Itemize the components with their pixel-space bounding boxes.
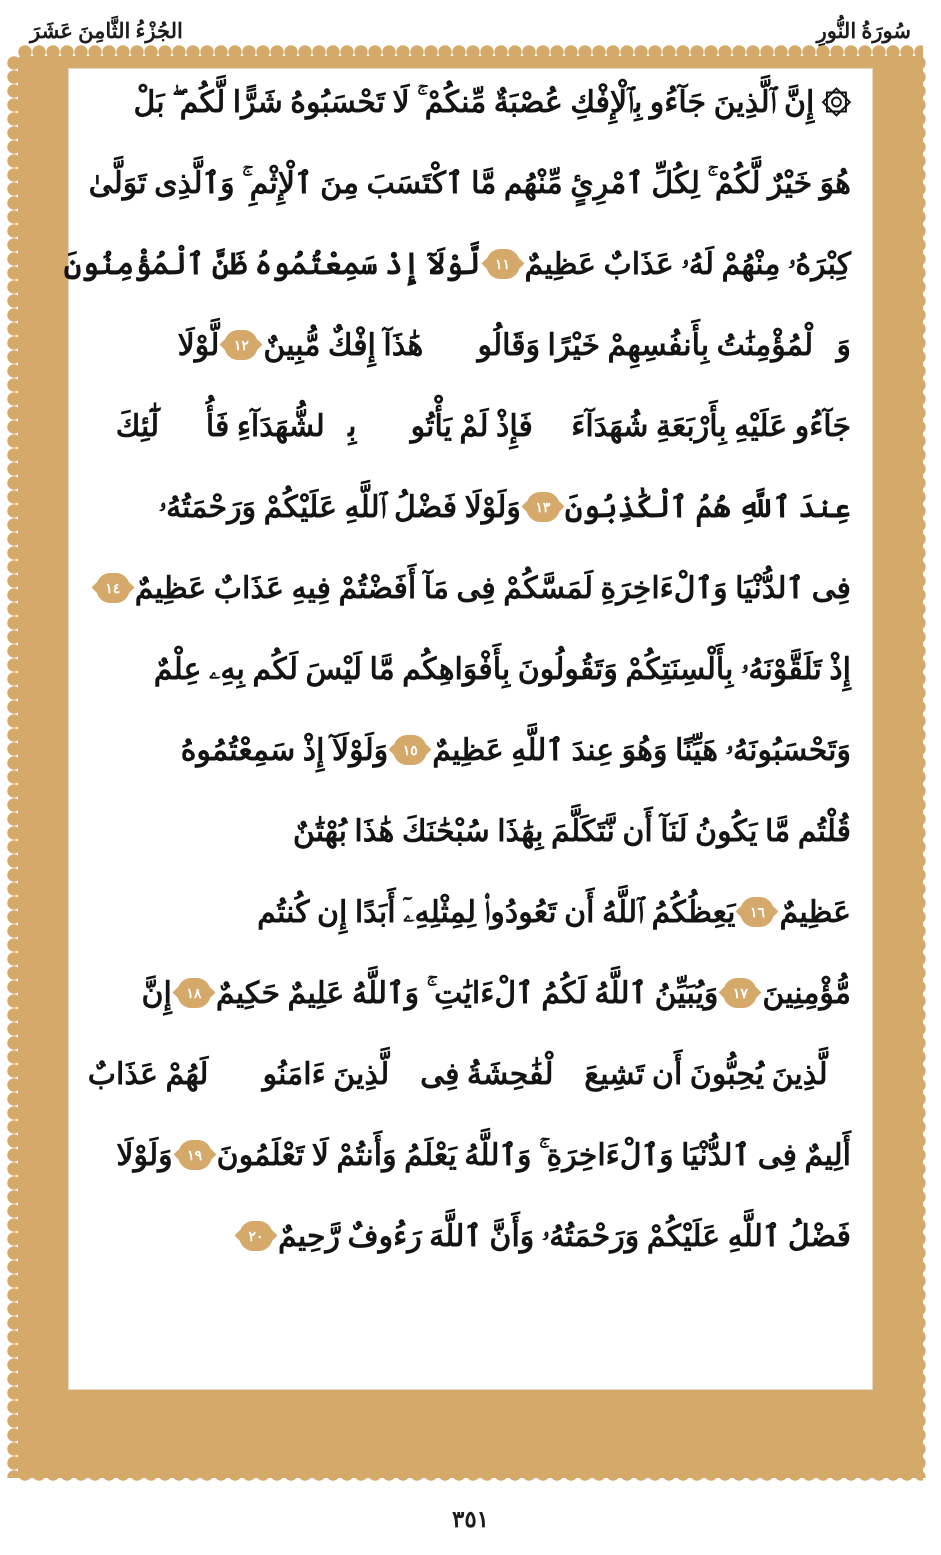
quran-text-segment: هُوَ خَيْرٌ لَّكُمْ ۚ لِكُلِّ ٱمْرِئٍ مِّنْهُم مَّا ٱكْتَسَبَ مِنَ ٱلْإِثْمِ ۚ وَٱلَّذِى تَوَلَّىٰ [88,167,851,200]
quran-text-segment: وَلَوْلَا [116,1139,173,1172]
quran-text-segment: إِذْ تَلَقَّوْنَهُۥ بِأَلْسِنَتِكُمْ وَتَقُولُونَ بِأَفْوَاهِكُم مَّا لَيْسَ لَكُم بِهِۦ عِلْمٌ [153,653,851,686]
quran-line-content [88,1060,851,1090]
page-number: ٣٥١ [451,1507,490,1532]
surah-label: سُورَةُ النُّورِ [816,18,911,43]
quran-text-segment: لَّوْلَآ إِذْ سَمِعْتُمُوهُ ظَنَّ ٱلْمُؤْمِنُونَ [63,248,481,281]
ayah-number-marker: ١٩ [178,1140,212,1170]
ayah-number-marker: ١٢ [224,330,258,360]
quran-text-segment: عِندَ ٱللَّهِ هُمُ ٱلْكَٰذِبُونَ [564,491,851,524]
ayah-number-marker: ١٤ [96,573,130,603]
quran-line [90,1222,851,1303]
quran-line [90,898,851,979]
quran-line-content [116,412,851,442]
quran-line-content [257,898,851,932]
quran-line-content [142,979,851,1013]
quran-text-segment: وَلَوْلَآ إِذْ سَمِعْتُمُوهُ [180,734,389,767]
quran-text-segment: يَعِظُكُمُ ٱللَّهُ أَن تَعُودُوا۟ لِمِثْلِهِۦٓ أَبَدًا إِن كُنتُم [257,896,736,929]
quran-line-content [159,493,851,527]
quran-line-content [64,250,851,284]
quran-text-segment: لَّوْلَا [177,329,220,362]
quran-line-content [293,817,851,847]
quran-text-segment: عَظِيمٌ [779,896,851,929]
ayah-number-marker: ١٧ [723,978,757,1008]
quran-text-segment: فِى ٱلدُّنْيَا وَٱلْءَاخِرَةِ لَمَسَّكُمْ فِى مَآ أَفَضْتُمْ فِيهِ عَذَابٌ عَظِيمٌ [134,572,851,605]
quran-text-body [63,80,861,1378]
quran-line-content [134,88,851,118]
quran-text-segment: وَٱلْمُؤْمِنَٰتُ بِأَنفُسِهِمْ خَيْرًا وَقَالُوا۟ هَٰذَآ إِفْكٌ مُّبِينٌ [263,329,851,362]
quran-line [90,331,851,412]
quran-line [90,817,851,898]
quran-line-content [181,736,851,770]
quran-line-content [116,1141,851,1175]
quran-line [87,1058,851,1141]
quran-text-segment: مُّؤْمِنِينَ [762,977,851,1010]
quran-line [63,248,851,331]
quran-text-segment: أَلِيمٌ فِى ٱلدُّنْيَا وَٱلْءَاخِرَةِ ۚ وَٱللَّهُ يَعْلَمُ وَأَنتُمْ لَا تَعْلَمُونَ [216,1139,851,1172]
quran-line-content [89,169,851,199]
ayah-number-marker: ٢٠ [239,1221,273,1251]
quran-line [90,169,851,250]
ayah-number-marker: ١٥ [393,735,427,765]
ayah-number-marker: ١٣ [526,492,560,522]
quran-text-segment: كِبْرَهُۥ مِنْهُمْ لَهُۥ عَذَابٌ عَظِيمٌ [524,248,851,281]
quran-text-segment: قُلْتُم مَّا يَكُونُ لَنَآ أَن نَّتَكَلَّمَ بِهَٰذَا سُبْحَٰنَكَ هَٰذَا بُهْتَٰنٌ [292,815,851,848]
page-header [0,14,941,48]
quran-text-segment: ٱلَّذِينَ يُحِبُّونَ أَن تَشِيعَ ٱلْفَٰحِشَةُ فِى ٱلَّذِينَ ءَامَنُوا۟ لَهُمْ عَذَابٌ [87,1058,851,1091]
quran-text-segment: وَلَوْلَا فَضْلُ ٱللَّهِ عَلَيْكُمْ وَرَحْمَتُهُۥ [158,491,521,524]
quran-line [90,736,851,817]
quran-line [90,412,851,493]
juz-label: الجُزْءُ الثَّامِنَ عَشَرَ [30,18,183,43]
quran-text-segment: وَيُبَيِّنُ ٱللَّهُ لَكُمُ ٱلْءَايَٰتِ ۚ وَٱللَّهُ عَلِيمٌ حَكِيمٌ [215,977,719,1010]
quran-line [90,979,851,1060]
quran-text-segment: فَضْلُ ٱللَّهِ عَلَيْكُمْ وَرَحْمَتُهُۥ وَأَنَّ ٱللَّهَ رَءُوفٌ رَّحِيمٌ [277,1220,851,1253]
quran-text-segment: وَتَحْسَبُونَهُۥ هَيِّنًا وَهُوَ عِندَ ٱللَّهِ عَظِيمٌ [432,734,851,767]
quran-line [90,1141,851,1222]
quran-text-segment: جَآءُو عَلَيْهِ بِأَرْبَعَةِ شُهَدَآءَ ۚ فَإِذْ لَمْ يَأْتُوا۟ بِٱلشُّهَدَآءِ فَأُو۟لَٰٓئِكَ [115,410,851,443]
page-footer [0,1507,941,1533]
quran-line [90,655,851,736]
quran-line [90,88,851,169]
quran-line-content [91,574,851,608]
quran-line [90,493,851,574]
ayah-number-marker: ١٦ [740,897,774,927]
quran-text-segment: إِنَّ [141,977,172,1010]
quran-line-content [154,655,851,685]
quran-line-content [234,1222,851,1256]
quran-line [90,574,851,655]
ayah-number-marker: ١٨ [177,978,211,1008]
quran-text-segment: ۞ إِنَّ ٱلَّذِينَ جَآءُو بِٱلْإِفْكِ عُصْبَةٌ مِّنكُمْ ۚ لَا تَحْسَبُوهُ شَرًّا لَّكُم ۖ بَلْ [133,86,851,119]
quran-line-content [178,331,851,365]
ayah-number-marker: ١١ [486,249,520,279]
